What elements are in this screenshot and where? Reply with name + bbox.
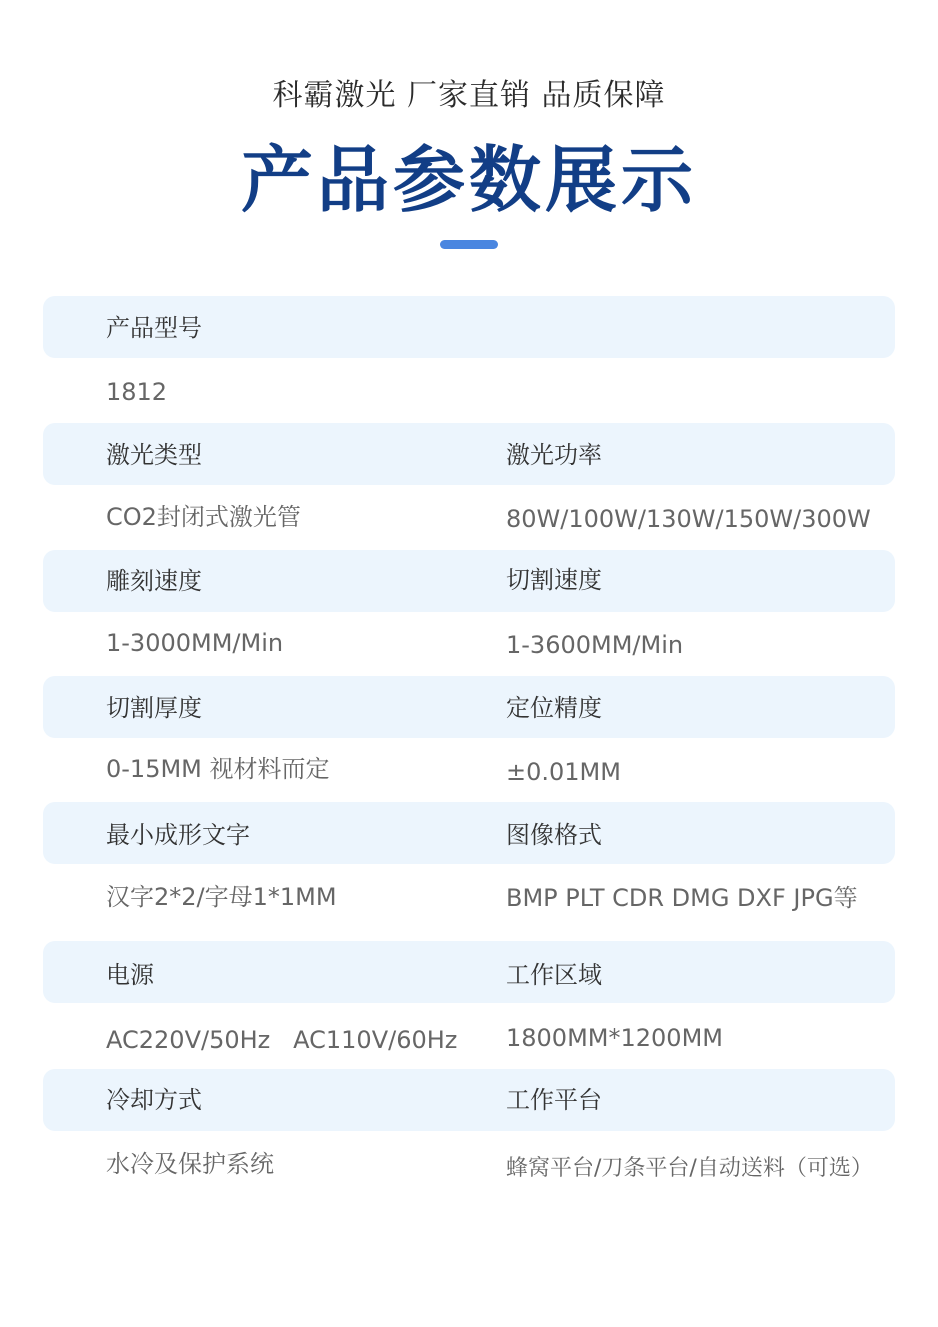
spec-label-platform: 工作平台 [506, 1086, 602, 1114]
spec-value-min-char: 汉字2*2/字母1*1MM [106, 883, 337, 911]
spec-label-cut-speed: 切割速度 [506, 566, 602, 594]
tagline: 科霸激光 厂家直销 品质保障 [272, 78, 666, 113]
spec-value-cooling: 水冷及保护系统 [106, 1150, 274, 1178]
label-band [43, 941, 895, 1003]
spec-label-cooling: 冷却方式 [106, 1086, 202, 1114]
spec-label-power: 电源 [106, 961, 154, 989]
spec-value-model: 1812 [106, 378, 168, 406]
spec-value-cut-speed: 1-3600MM/Min [506, 631, 684, 659]
spec-label-engrave-speed: 雕刻速度 [106, 567, 202, 595]
spec-value-engrave-speed: 1-3000MM/Min [106, 629, 284, 657]
spec-label-image-format: 图像格式 [506, 821, 602, 849]
spec-label-positioning: 定位精度 [506, 694, 602, 722]
page-title: 产品参数展示 [240, 138, 697, 222]
spec-value-power: AC220V/50Hz AC110V/60Hz [106, 1026, 458, 1054]
spec-label-min-char: 最小成形文字 [106, 821, 250, 849]
spec-value-work-area: 1800MM*1200MM [506, 1024, 723, 1052]
spec-value-image-format: BMP PLT CDR DMG DXF JPG等 [506, 884, 858, 912]
spec-label-laser-type: 激光类型 [106, 441, 202, 469]
spec-label-laser-power: 激光功率 [506, 441, 602, 469]
title-underline [440, 240, 498, 249]
spec-label-model: 产品型号 [106, 314, 202, 342]
spec-value-cut-thickness: 0-15MM 视材料而定 [106, 755, 330, 783]
spec-value-laser-power: 80W/100W/130W/150W/300W [506, 505, 871, 533]
spec-label-cut-thickness: 切割厚度 [106, 694, 202, 722]
spec-value-platform: 蜂窝平台/刀条平台/自动送料（可选） [506, 1156, 873, 1181]
spec-value-laser-type: CO2封闭式激光管 [106, 503, 301, 531]
spec-value-positioning: ±0.01MM [506, 758, 621, 786]
spec-label-work-area: 工作区域 [506, 961, 602, 989]
